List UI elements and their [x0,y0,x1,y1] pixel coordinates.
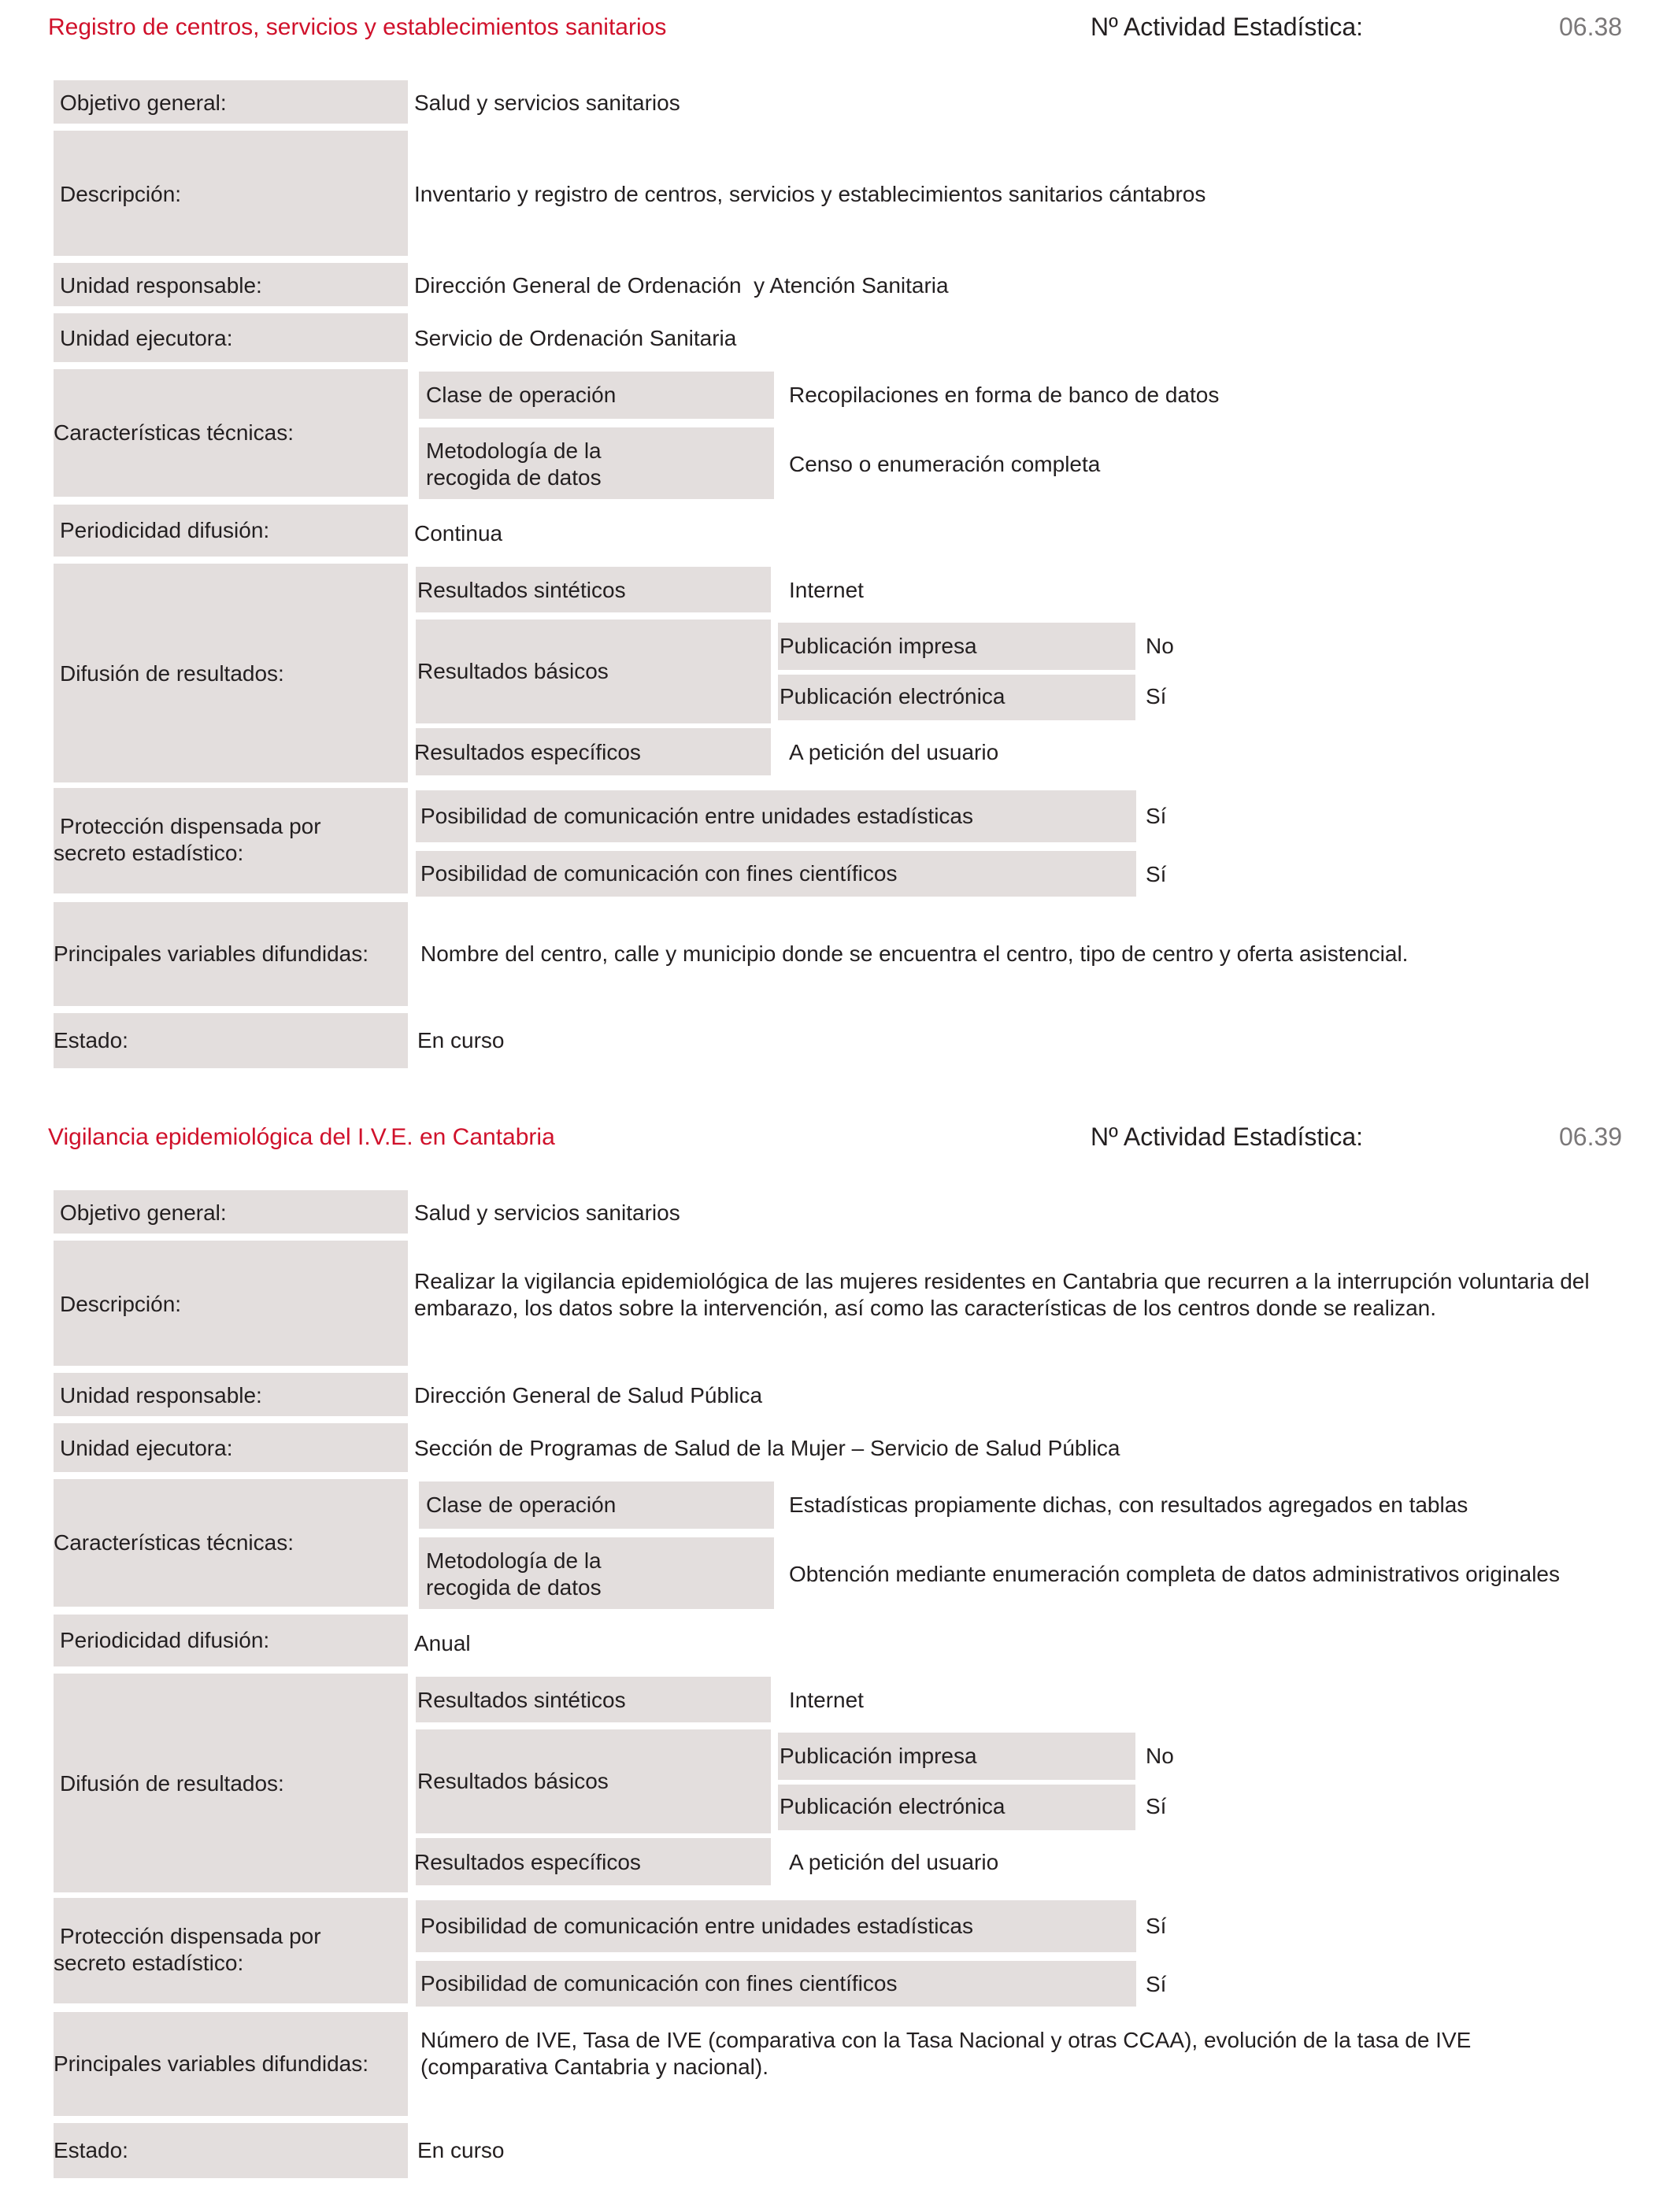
label-metodologia-line-1: Metodología de la [426,438,602,463]
value-com-cientificos: Sí [1146,1972,1167,1996]
value-clase-operacion: Recopilaciones en forma de banco de datos [789,383,1220,407]
label-pub-impresa: Publicación impresa [780,1744,977,1768]
value-clase-operacion: Estadísticas propiamente dichas, con resultados agregados en tablas [789,1493,1468,1517]
label-unidad-ejecutora: Unidad ejecutora: [60,326,233,350]
label-unidad-responsable: Unidad responsable: [60,273,262,298]
label-objetivo: Objetivo general: [60,91,227,115]
value-com-unidades: Sí [1146,804,1167,828]
value-descripcion-line-1: Realizar la vigilancia epidemiológica de las mujeres residentes en Cantabria que recurren a la interrupción voluntaria del [414,1269,1590,1293]
value-com-cientificos: Sí [1146,862,1167,886]
value-unidad-ejecutora: Servicio de Ordenación Sanitaria [414,326,737,350]
value-objetivo: Salud y servicios sanitarios [414,91,680,115]
value-descripcion-line-2: embarazo, los datos sobre la intervención, así como las características de los centros donde se realizan. [414,1296,1436,1320]
activity-section [0,1110,1674,2212]
label-pub-electronica: Publicación electrónica [780,1794,1006,1818]
label-especificos: Resultados específicos [414,740,641,764]
value-especificos: A petición del usuario [789,1850,999,1874]
value-descripcion [414,181,1643,208]
value-sinteticos: Internet [789,1688,864,1712]
label-caracteristicas: Características técnicas: [54,1530,294,1555]
value-metodologia: Obtención mediante enumeración completa de datos administrativos originales [789,1562,1560,1586]
activity-number-label: Nº Actividad Estadística: [1091,1123,1364,1151]
value-periodicidad: Anual [414,1631,471,1655]
label-objetivo: Objetivo general: [60,1200,227,1225]
label-metodologia [426,438,602,491]
activity-number-label: Nº Actividad Estadística: [1091,13,1364,41]
label-com-unidades: Posibilidad de comunicación entre unidades estadísticas [420,1914,973,1938]
label-caracteristicas: Características técnicas: [54,420,294,445]
value-periodicidad: Continua [414,521,503,546]
value-descripcion-line-1: Inventario y registro de centros, servicios y establecimientos sanitarios cántabros [414,182,1206,206]
label-especificos: Resultados específicos [414,1850,641,1874]
section-title: Registro de centros, servicios y establecimientos sanitarios [48,14,667,40]
activity-number-value: 06.39 [1559,1123,1623,1151]
label-basicos: Resultados básicos [417,1769,609,1793]
label-proteccion-line-1: Protección dispensada por [60,1924,321,1948]
value-pub-impresa: No [1146,634,1174,658]
value-metodologia: Censo o enumeración completa [789,452,1101,476]
label-periodicidad: Periodicidad difusión: [60,1628,270,1652]
value-variables [420,941,1649,967]
label-pub-electronica: Publicación electrónica [780,684,1006,708]
value-estado: En curso [417,2138,505,2162]
label-descripcion: Descripción: [60,182,182,206]
value-unidad-ejecutora: Sección de Programas de Salud de la Mujer – Servicio de Salud Pública [414,1436,1120,1460]
label-difusion: Difusión de resultados: [60,661,284,686]
label-metodologia-line-2: recogida de datos [426,1575,602,1600]
label-variables: Principales variables difundidas: [54,941,369,966]
label-unidad-responsable: Unidad responsable: [60,1383,262,1407]
label-clase-operacion: Clase de operación [426,383,617,407]
label-estado: Estado: [54,1028,128,1052]
label-unidad-ejecutora: Unidad ejecutora: [60,1436,233,1460]
value-com-unidades: Sí [1146,1914,1167,1938]
label-metodologia [426,1548,602,1601]
value-descripcion [414,1268,1643,1322]
value-especificos: A petición del usuario [789,740,999,764]
activity-number-value: 06.38 [1559,13,1623,41]
label-pub-impresa: Publicación impresa [780,634,977,658]
value-estado: En curso [417,1028,505,1052]
label-metodologia-line-1: Metodología de la [426,1548,602,1573]
label-proteccion-line-2: secreto estadístico: [54,1951,244,1975]
value-variables-line-2: (comparativa Cantabria y nacional). [420,2055,768,2079]
value-variables [420,2027,1649,2081]
value-unidad-responsable: Dirección General de Ordenación y Atención Sanitaria [414,273,949,298]
label-sinteticos: Resultados sintéticos [417,1688,626,1712]
value-pub-impresa: No [1146,1744,1174,1768]
label-periodicidad: Periodicidad difusión: [60,518,270,542]
label-proteccion [54,813,321,867]
label-sinteticos: Resultados sintéticos [417,578,626,602]
label-variables: Principales variables difundidas: [54,2051,369,2076]
value-pub-electronica: Sí [1146,684,1167,708]
label-basicos: Resultados básicos [417,659,609,683]
label-descripcion: Descripción: [60,1292,182,1316]
label-proteccion-line-2: secreto estadístico: [54,841,244,865]
label-estado: Estado: [54,2138,128,2162]
label-com-unidades: Posibilidad de comunicación entre unidades estadísticas [420,804,973,828]
label-clase-operacion: Clase de operación [426,1493,617,1517]
value-variables-line-1: Número de IVE, Tasa de IVE (comparativa con la Tasa Nacional y otras CCAA), evolución de la tasa de IVE [420,2028,1472,2052]
label-metodologia-line-2: recogida de datos [426,465,602,490]
activity-section [0,0,1674,1102]
value-unidad-responsable: Dirección General de Salud Pública [414,1383,763,1407]
label-com-cientificos: Posibilidad de comunicación con fines científicos [420,1971,898,1996]
label-difusion: Difusión de resultados: [60,1771,284,1796]
label-proteccion [54,1923,321,1977]
value-sinteticos: Internet [789,578,864,602]
section-title: Vigilancia epidemiológica del I.V.E. en Cantabria [48,1124,555,1150]
value-variables-line-1: Nombre del centro, calle y municipio donde se encuentra el centro, tipo de centro y oferta asistencial. [420,941,1409,966]
value-objetivo: Salud y servicios sanitarios [414,1200,680,1225]
label-com-cientificos: Posibilidad de comunicación con fines científicos [420,861,898,886]
value-pub-electronica: Sí [1146,1794,1167,1818]
label-proteccion-line-1: Protección dispensada por [60,814,321,838]
